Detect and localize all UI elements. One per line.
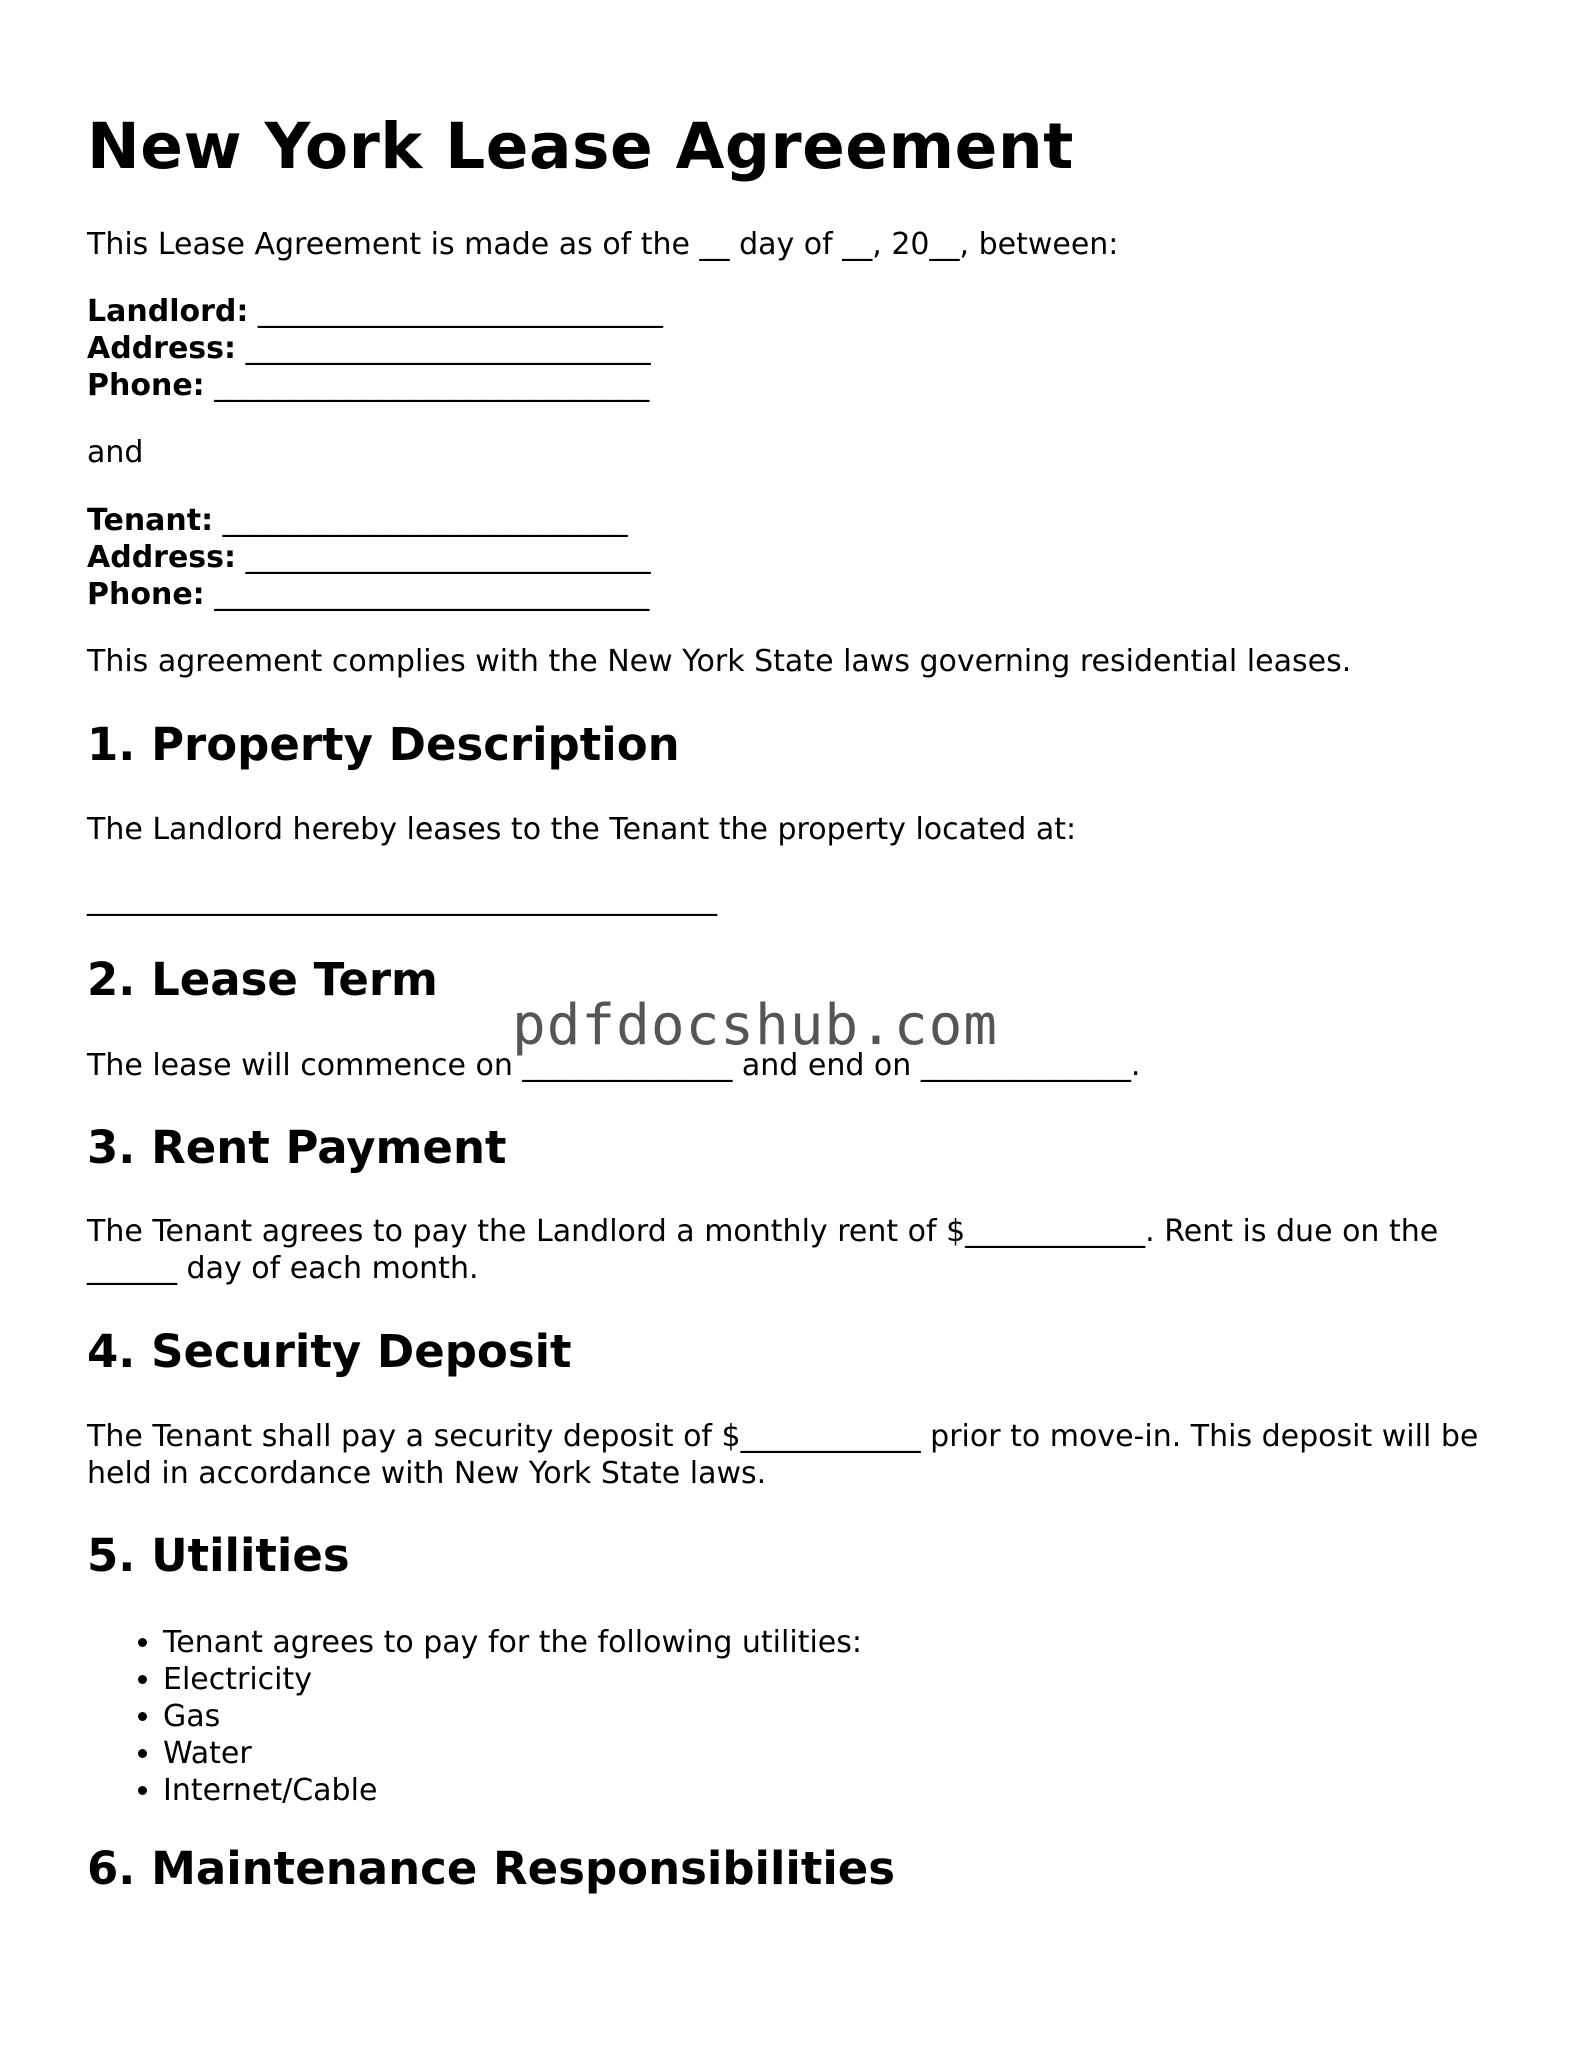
property-address-blank: __________________________________________ (87, 882, 717, 917)
section-heading-property: 1. Property Description (87, 718, 680, 771)
section-heading-utilities: 5. Utilities (87, 1529, 350, 1582)
list-item: • Tenant agrees to pay for the following utilities: (163, 1624, 862, 1661)
landlord-name-blank: ___________________________ (257, 294, 663, 329)
tenant-phone-line (87, 576, 649, 613)
tenant-phone-blank: _____________________________ (214, 577, 650, 612)
list-item: • Internet/Cable (163, 1772, 862, 1809)
section-heading-deposit: 4. Security Deposit (87, 1325, 572, 1378)
tenant-name-line (87, 502, 628, 539)
and-text: and (87, 435, 144, 470)
rent-text: The Tenant agrees to pay the Landlord a monthly rent of $____________. Rent is due on the ______ day of each month. (87, 1214, 1439, 1286)
document-title: New York Lease Agreement (87, 110, 1074, 183)
section-heading-maintenance: 6. Maintenance Responsibilities (87, 1842, 896, 1895)
tenant-address-line (87, 539, 651, 576)
compliance-text: This agreement complies with the New York State laws governing residential leases. (87, 644, 1352, 679)
landlord-name-label: Landlord: (87, 294, 249, 329)
intro-text: This Lease Agreement is made as of the __ day of __, 20__, between: (87, 227, 1119, 262)
section-heading-lease-term: 2. Lease Term (87, 953, 438, 1006)
tenant-address-blank: ___________________________ (245, 540, 651, 575)
deposit-text: The Tenant shall pay a security deposit of $____________ prior to move-in. This deposit will be held in accordance with New York State laws. (87, 1419, 1479, 1491)
landlord-address-label: Address: (87, 331, 237, 366)
list-item: • Water (163, 1735, 862, 1772)
landlord-address-blank: ___________________________ (245, 331, 651, 366)
utilities-list (87, 1624, 862, 1809)
watermark: pdfdocshub.com (512, 993, 999, 1058)
tenant-address-label: Address: (87, 540, 237, 575)
property-text: The Landlord hereby leases to the Tenant the property located at: (87, 812, 1077, 847)
landlord-phone-blank: _____________________________ (214, 368, 650, 403)
tenant-phone-label: Phone: (87, 577, 205, 612)
list-item: • Electricity (163, 1661, 862, 1698)
landlord-name-line (87, 293, 663, 330)
landlord-address-line (87, 330, 651, 367)
tenant-name-blank: ___________________________ (222, 503, 628, 538)
tenant-name-label: Tenant: (87, 503, 214, 538)
landlord-phone-line (87, 367, 649, 404)
list-item: • Gas (163, 1698, 862, 1735)
lease-term-text: The lease will commence on ______________ and end on ______________. (87, 1048, 1141, 1083)
landlord-phone-label: Phone: (87, 368, 205, 403)
section-heading-rent: 3. Rent Payment (87, 1121, 507, 1174)
